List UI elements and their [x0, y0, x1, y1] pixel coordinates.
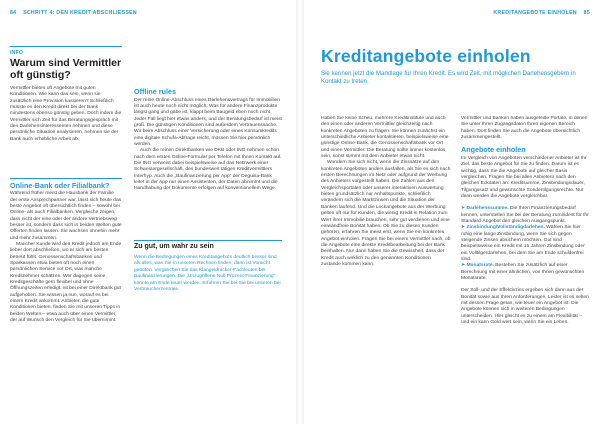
online-bank-heading: Online-Bank oder Filialbank? [10, 180, 110, 190]
box-rule [134, 240, 282, 241]
left-running-head-text: SCHRITT 4: DEN KREDIT ABSCHLIESSEN [23, 10, 137, 16]
bullet-label: Monatsrate. [466, 263, 494, 269]
paragraph: Der Soll- und der Effektivzins ergeben sich dann aus der Bonität sowie aus Ihren Anforderungen. Leider ist es selten mit dessen Frage getan, wie teuer ein Angebot ist. Die Angebote können sich in weiteren Bedingungen unterscheiden. Hier gleicht es zu einem am Flexibilität – und ein kann Gold wert sein, wenn Sie ein Leben. [461, 288, 589, 326]
left-column-2 [134, 88, 282, 193]
paragraph: Der reine Online-Abschluss eines Darlehensvertrags für Immobilien ist auch heute noch nicht möglich. Was für andere Finanzprodukte längst gang und gäbe ist, klappt beim Baugeld eben noch nicht. Jeder Fall liegt hier etwas anders, und der Beratungsbedarf ist meist groß. Die günstigen Konditionen sind außerdem Vertrauenssache. Wir beim Abschluss einer Versicherung oder eines Konsumkredits eine digitale Schufa-Abfrage reicht, müssen Sie hier persönlich werden. [134, 97, 282, 147]
page-title: Kreditangebote einholen [321, 46, 531, 66]
bullet-marker: ➤ [461, 225, 467, 231]
paragraph: Haben Sie keine Scheu, mehrere Kreditinstitute und auch den einen oder anderen Vermittler gleichzeitig nach konkreten Angeboten zu fragen. Sie können zunächst ein unterschiedliche Anbieter kontaktieren, beispielsweise eine günstige Online-Bank, die Genossenschaftsbank vor Ort und einen Vermittler. Die Beratung sollte immer kostenlos sein, sonst stimmt mit dem Anbieter etwas nicht. [321, 116, 449, 160]
bullet-item [461, 206, 591, 225]
right-running-head [493, 10, 590, 16]
bullet-marker: ➤ [461, 206, 467, 212]
bullet-text: Die Ihren Finanzierungsbedarf kennen, unterstellen Sie bei der Beratung zumindest für Ihr Standard-Angebot den gleichen Ausgangspunkt. [461, 206, 589, 224]
bullet-item [461, 225, 591, 263]
paragraph: Auch die reinen Direktbanken wie DKB oder ING nehmen schon nach dem ersten Online-Formular per Telefon mit Ihnen Kontakt auf. Die ING verweist dabei beispielsweise auf das Netzwerk einer Schwestergesellschaft, des bundesweit tätigen Kreditvermittlers Interhyp. Auch die „Baufinanzierung per App“ der Deguisa-Bank leitet in der App nur einen Assistenten, der Daten abnimmt und die Handhabung der Dokumente erfolgen auf konventionellem Wege. [134, 148, 282, 192]
gutter [296, 0, 304, 424]
info-label: INFO [10, 46, 122, 56]
bullet-text: Bestehen Sie zusätzlich auf einer Berechnung mit einer ähnlichen, von Ihnen gewünschten Monatsrate. [461, 263, 585, 282]
section-rule [10, 178, 122, 179]
info-box [10, 46, 122, 143]
left-column-1 [10, 178, 122, 325]
left-page-number: 84 [10, 10, 17, 16]
info-body: Vermittler bieten oft Angebote mit guten Konditionen. Wie kann das sein, wenn sie zusätzlich eine Provision kassieren? Schließlich müsste es den Kredit direkt bei der Bank mindestens ebenso günstig geben. Doch indem die Vermittler sich Zeit für das Beratungsgespräch mit den Darlehensinteressenten nehmen und diese persönliche Situation analysieren, nehmen sie der Bank auch erhebliche Arbeit ab. [10, 86, 122, 142]
right-running-head-text: KREDITANGEBOTE EINHOLEN [493, 10, 577, 16]
offline-rules-heading: Offline rules [134, 87, 176, 96]
angebote-heading: Angebote einholen [461, 145, 526, 155]
warning-box-title: Zu gut, um wahr zu sein [134, 242, 214, 250]
info-title: Warum sind Vermittler oft günstig? [10, 57, 122, 81]
paragraph: Wundern Sie sich nicht, wenn die Zinssätze auf den konkreten Angeboten anders ausfallen, als Sie es sich nach ersten Berechnungen im Netz oder aufgrund der Werbung des Anbieters vorgestellt haben. Die Zahlen aus den Vergleichsportalen oder unserer interaktiven Auswertung bieten grundsätzlich nur Anhaltspunkte, schließlich verändern sich die Marktzinsen und die Situation der Banken laufend. Und die Lockangebote aus der Werbung gelten oft nur für Kunden, die wenig Kredit in Relation zum Wert ihrer Immobilie brauchen, sehr gut verdienen und eine einwandfreie Bonität haben. Ob Sie zu diesen Kunden gehören, erfahren Sie meist erst, wenn Sie ein konkretes Angebot einholen. Fragen Sie bei einem Vermittler nach, ob die Angebote eine direkte Kreditbearbeitung bei der Bank beinhalten. Nur dann haben Sie die Gewissheit, dass der Kredit auch wirklich zu den genannten Konditionen zustande kommen kann. [321, 160, 451, 267]
bullet-label: Darlehenssumme. [466, 206, 509, 212]
paragraph: Während früher meist die Hausbank der Familie der erste Ansprechpartner war, lässt sich heute das beste Angebot oft übersichtlich finden – sowohl bei Online- als auch Filialbanken. Vergleiche zeigen, dass nicht der eine oder der andere Vertriebsweg besser ist, sondern dass sich in beiden Welten gute Offerten finden lassen. Sie wachsen ohnehin mehr und mehr zusammen. [10, 191, 122, 241]
warning-box [134, 240, 282, 293]
right-page-number: 85 [583, 10, 590, 16]
lead-text: Sie kennen jetzt die Marktlage für Ihren Kredit. Es wird Zeit, mit möglichen Darlehensgebern in Kontakt zu treten. [321, 70, 576, 85]
bullet-item [461, 263, 591, 282]
bullet-label: Zinsbindung/Vollständigdarlehen. [466, 225, 545, 231]
warning-box-text: Wenn die Bedingungen eines Kreditangebots deutlich besser sind als alles, was Sie in unseren Rechnen finden, dann ist Vorsicht geboten. Vergleichen Sie das Klangeldrucker-Fachleuten bei Baufinanzierungen. Die „Unzugriffene Null-Prozent-Finanzierung“ könnte am Ende teuer werden. Erfahren Sie bei Sie bei unseren bei Verbraucherzentrale. [134, 255, 281, 292]
bullet-text: Wählen Sie hier ruhig eine lange Zinsbindung, wenn Sie sich gegen steigende Zinsen absichern möchten. Gut sind beispielsweise ein Kredit mit 15 Jahren Zinsbindung oder ein Volltilgerdarlehen, bei dem Sie am Ende schuldenfrei sind. [461, 225, 585, 263]
paragraph: Im Vergleich von Angeboten verschiedener Anbieter ist Ihr Ziel, das beste Angebot für Sie zu finden. Darum ist es wichtig, dass Sie die Angebote auf gleicher Basis vergleichen. Fragen Sie bei allen Anbietern nach den gleichen Eckdaten an: Kreditsumme, Zinsbindungsdauer, Tilgungssatz und gewünschte Sondertilgungsrechte. Nur dann werden die Angebote vergleichbar. [461, 155, 587, 199]
left-running-head [10, 10, 137, 16]
bullet-marker: ➤ [461, 263, 467, 269]
right-column-2 [461, 116, 591, 420]
paragraph: Mancher Kunde wird den Kredit jedoch am Ende lieber dort abschließen, wo er sich am besten betreut fühlt. Genossenschaftsbanken und Sparkassen etwa bieten oft noch einen persönlichen Service vor Ort, was manche Kreditnehmer schätzen. Wer dagegen seine Kreditgeschäfte gern flexibel und ohne Öffnungszeiten erledigt, ist bei einer Direktbank gut aufgehoben. Sie wissen ja nun, worauf es bei einem Kredit ankommt. Anbieter, die gute Konditionen bieten, finden Sie mit unseren Tipps in beiden Welten – etwa auch über einen Vermittler, der auf Wunsch den Vergleich für Sie übernimmt. [10, 242, 122, 324]
paragraph: Vermittler und Banken haben ausgefeilte Portale, in denen Sie unter Ihren Zugangsdaten Ihren eigenen Bereich haben. Dort finden Sie auch die Angebote übersichtlich zusammengestellt. [461, 116, 588, 141]
right-column-1 [321, 116, 451, 420]
